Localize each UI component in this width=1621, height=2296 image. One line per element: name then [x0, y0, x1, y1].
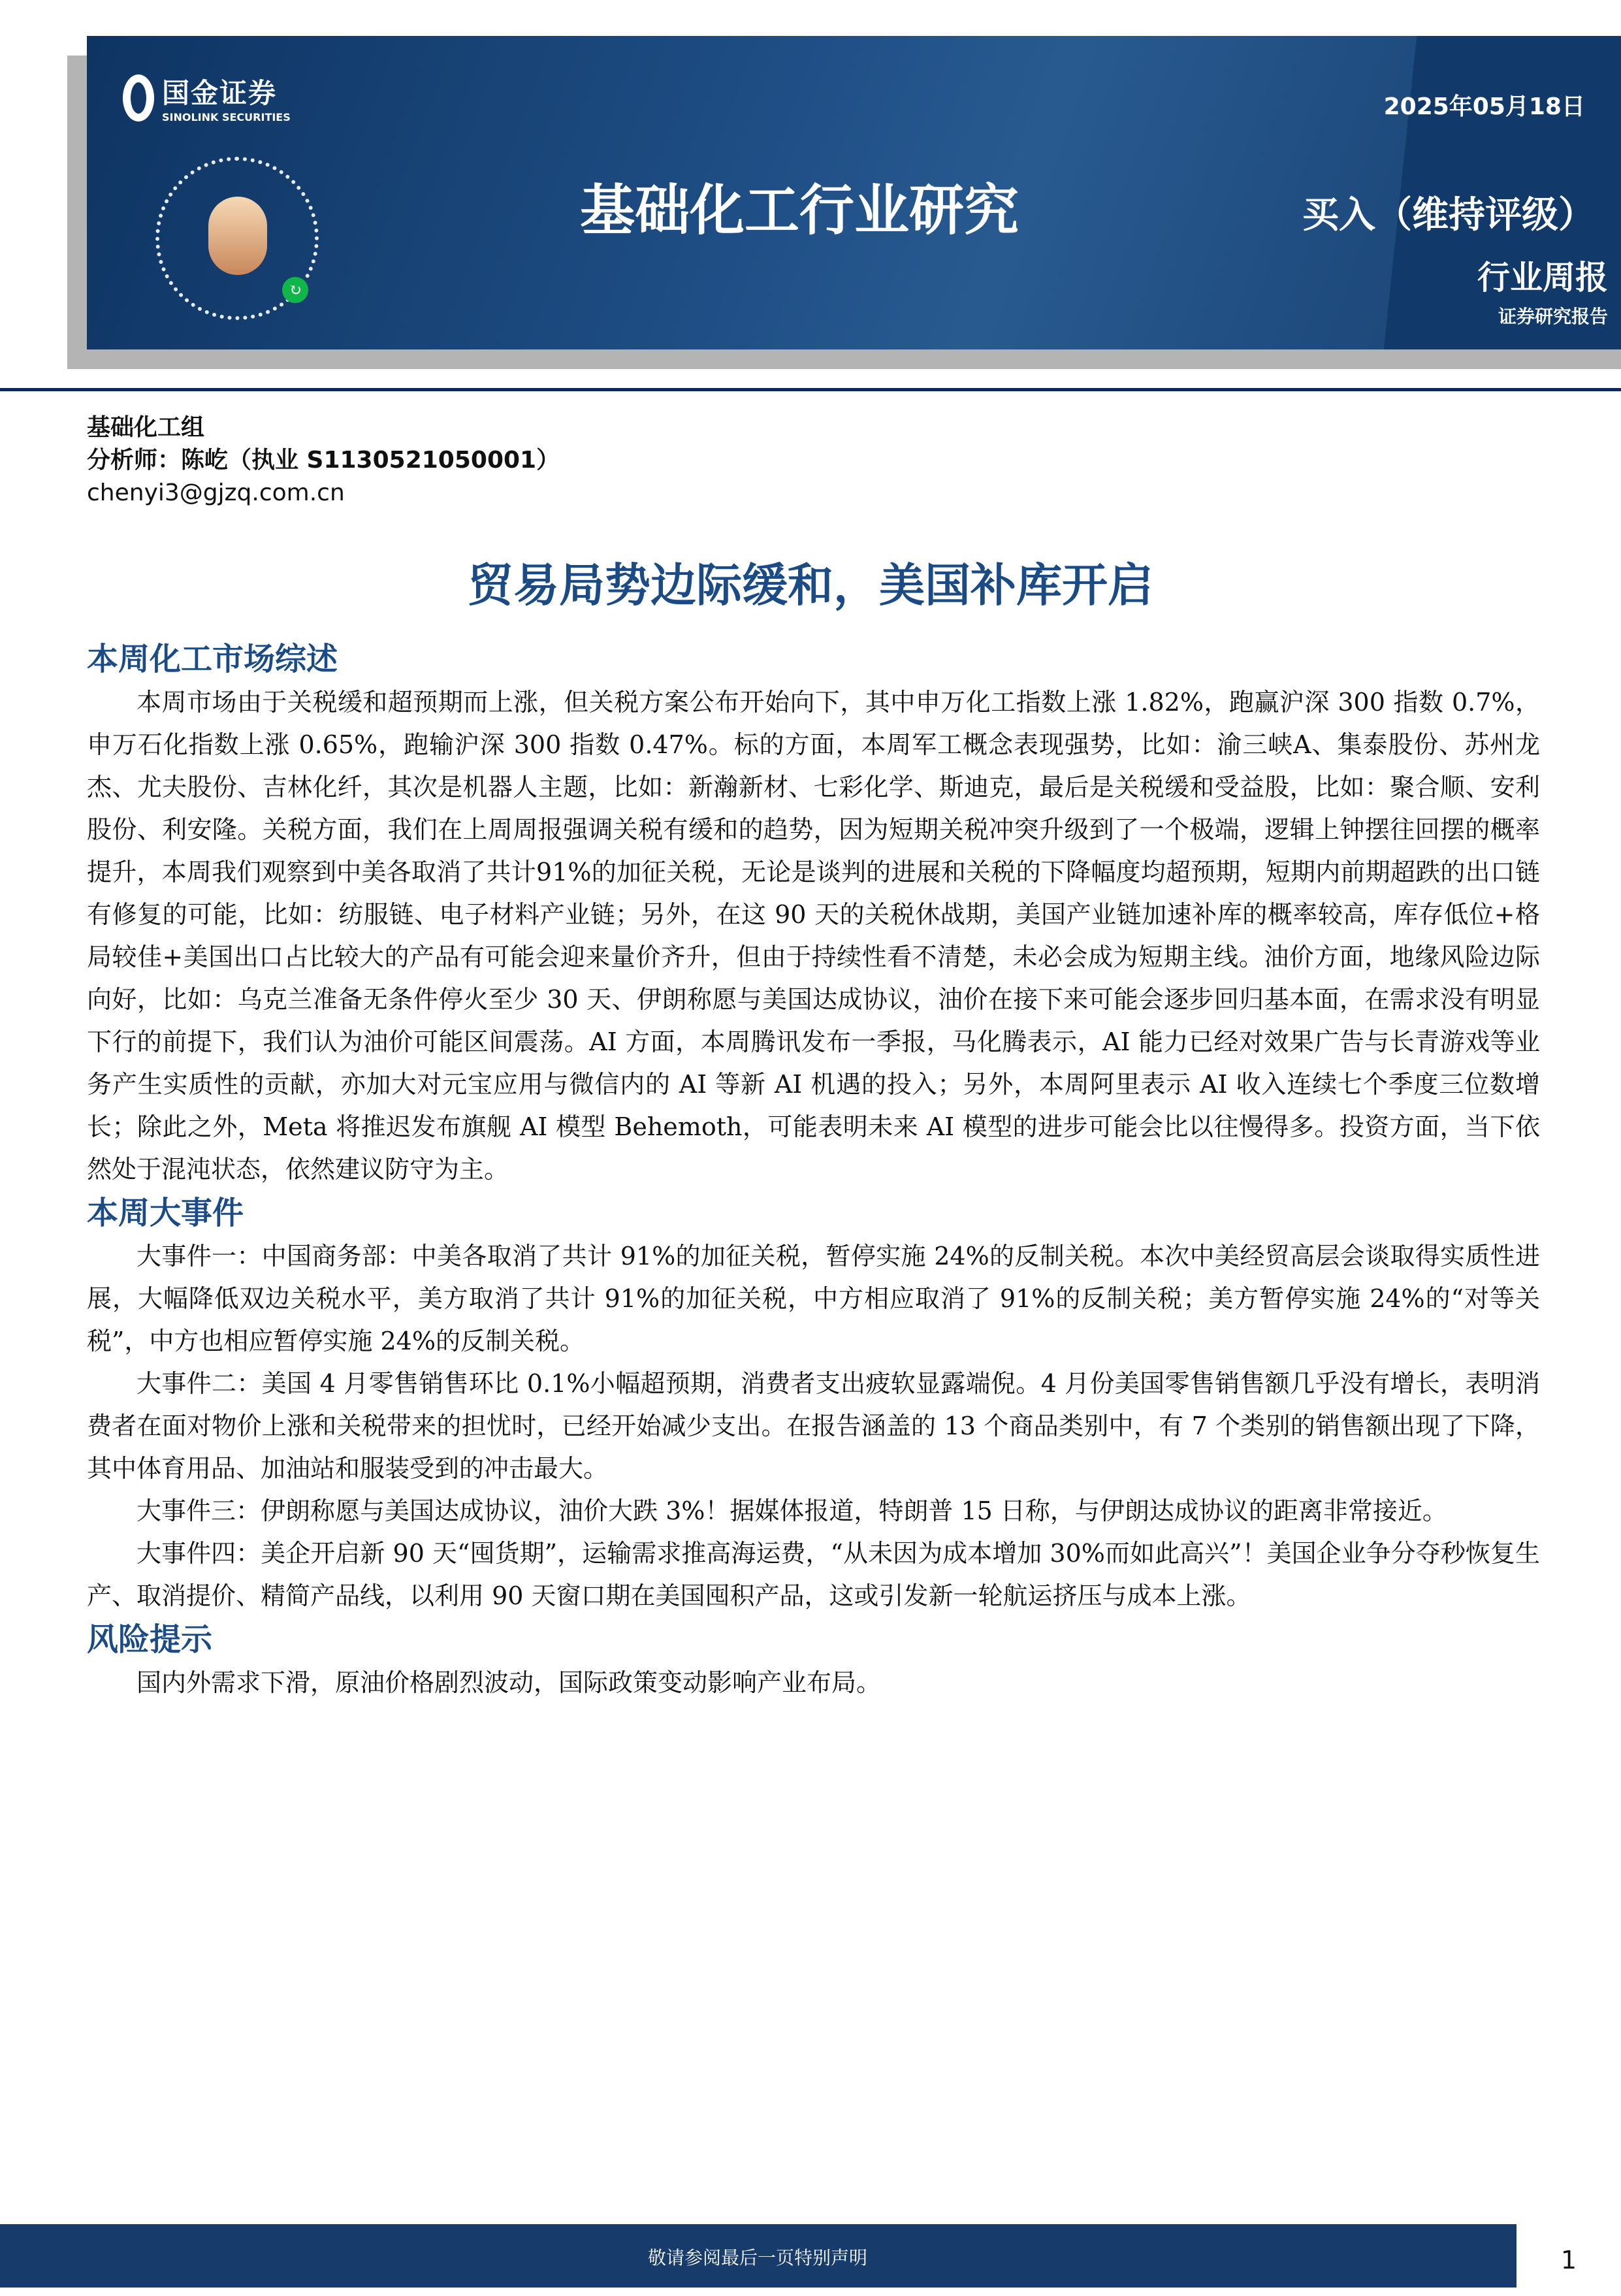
section-heading: 本周化工市场综述 — [87, 641, 338, 677]
report-subtype: 证券研究报告 — [1498, 306, 1608, 327]
section-heading: 风险提示 — [87, 1621, 213, 1658]
paragraph: 国内外需求下滑，原油价格剧烈波动，国际政策变动影响产业布局。 — [136, 1668, 882, 1697]
paragraph: 大事件二：美国 4 月零售销售环比 0.1%小幅超预期，消费者支出疲软显露端倪。4 月份美国零售销售额几乎没有增长，表明消费者在面对物价上涨和关税带来的担忧时，已经开始减少支出。在报告涵盖的 13 个商品类别中，有 7 个类别的销售额出现了下降，其中体育用品、加油站和服装受到的冲击最大。 — [87, 1369, 1540, 1483]
paragraph: 大事件一：中国商务部：中美各取消了共计 91%的加征关税，暂停实施 24%的反制关税。本次中美经贸高层会谈取得实质性进展，大幅降低双边关税水平，美方取消了共计 91%的加征关税，中方相应取消了 91%的反制关税；美方暂停实施 24%的“对等关税”，中方也相应暂停实施 24%的反制关税。 — [87, 1242, 1540, 1355]
paragraph: 大事件三：伊朗称愿与美国达成协议，油价大跌 3%！据媒体报道，特朗普 15 日称，与伊朗达成协议的距离非常接近。 — [136, 1496, 1447, 1525]
paragraph: 本周市场由于关税缓和超预期而上涨，但关税方案公布开始向下，其中申万化工指数上涨 1.82%，跑赢沪深 300 指数 0.7%，申万石化指数上涨 0.65%，跑输沪深 300 指数 0.47%。标的方面，本周军工概念表现强势，比如：渝三峡A、集泰股份、苏州龙杰、尤夫股份、吉林化纤，其次是机器人主题，比如：新瀚新材、七彩化学、斯迪克，最后是关税缓和受益股，比如：聚合顺、安利股份、利安隆。关税方面，我们在上周周报强调关税有缓和的趋势，因为短期关税冲突升级到了一个极端，逻辑上钟摆往回摆的概率提升，本周我们观察到中美各取消了共计91%的加征关税，无论是谈判的进展和关税的下降幅度均超预期，短期内前期超跌的出口链有修复的可能，比如：纺服链、电子材料产业链；另外，在这 90 天的关税休战期，美国产业链加速补库的概率较高，库存低位+格局较佳+美国出口占比较大的产品有可能会迎来量价齐升，但由于持续性看不清楚，未必会成为短期主线。油价方面，地缘风险边际向好，比如：乌克兰准备无条件停火至少 30 天、伊朗称愿与美国达成协议，油价在接下来可能会逐步回归基本面，在需求没有明显下行的前提下，我们认为油价可能区间震荡。AI 方面，本周腾讯发布一季报，马化腾表示，AI 能力已经对效果广告与长青游戏等业务产生实质性的贡献，亦加大对元宝应用与微信内的 AI 等新 AI 机遇的投入；另外，本周阿里表示 AI 收入连续七个季度三位数增长；除此之外，Meta 将推迟发布旗舰 AI 模型 Behemoth，可能表明未来 AI 模型的进步可能会比以往慢得多。投资方面，当下依然处于混沌状态，依然建议防守为主。 — [87, 688, 1540, 1184]
industry-title: 基础化工行业研究 — [580, 178, 1019, 242]
header-divider — [0, 388, 1621, 391]
report-type: 行业周报 — [1477, 259, 1608, 297]
company-logo — [123, 72, 291, 123]
page-number: 1 — [1517, 2224, 1621, 2288]
report-date: 2025年05月18日 — [1383, 93, 1585, 120]
paragraph: 大事件四：美企开启新 90 天“囤货期”，运输需求推高海运费，“从未因为成本增加 30%而如此高兴”！美国企业争分夺秒恢复生产、取消提价、精简产品线，以利用 90 天窗口期在美国囤积产品，这或引发新一轮航运挤压与成本上涨。 — [87, 1539, 1540, 1610]
mini-program-icon: ↻ — [282, 277, 308, 303]
logo-name-en: SINOLINK SECURITIES — [162, 111, 291, 123]
qr-code-icon — [155, 157, 319, 320]
analyst-email[interactable]: chenyi3@gjzq.com.cn — [87, 479, 345, 506]
document-title: 贸易局势边际缓和，美国补库开启 — [468, 558, 1153, 612]
report-body — [87, 637, 1540, 1704]
team-name: 基础化工组 — [87, 414, 205, 441]
footer-bar — [0, 2224, 1621, 2288]
author-info — [87, 412, 560, 509]
footer-notice: 敬请参阅最后一页特别声明 — [647, 2247, 867, 2269]
qr-center-icon — [208, 197, 267, 275]
section-heading: 本周大事件 — [87, 1195, 244, 1231]
logo-icon — [123, 74, 154, 121]
analyst-name: 分析师：陈屹（执业 S1130521050001） — [87, 447, 560, 474]
rating: 买入（维持评级） — [1302, 194, 1595, 236]
logo-name-cn: 国金证券 — [162, 77, 278, 109]
header-banner — [87, 36, 1621, 349]
